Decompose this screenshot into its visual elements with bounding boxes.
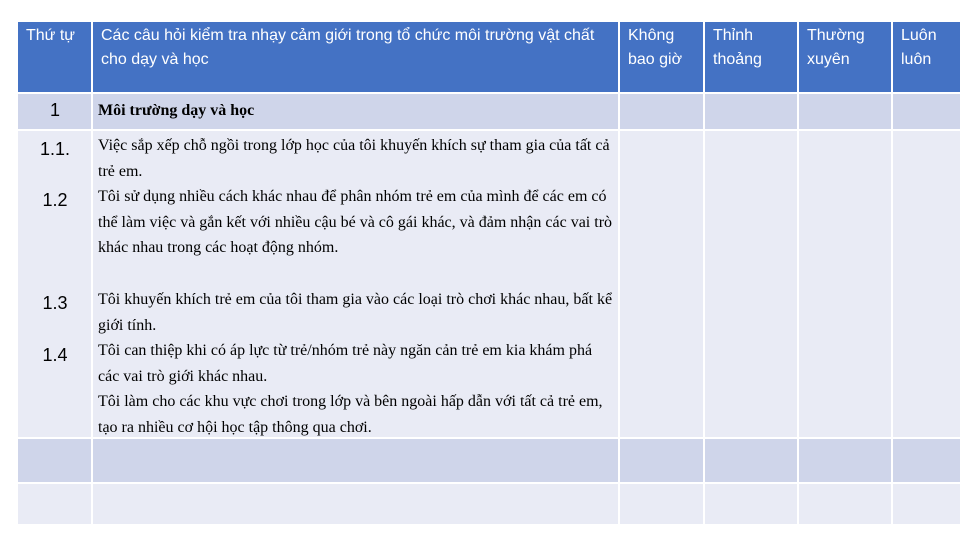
row1-col-often[interactable] xyxy=(799,94,891,129)
row3-col-sometimes[interactable] xyxy=(705,439,797,482)
row1-col-always[interactable] xyxy=(893,94,960,129)
row2-col-number xyxy=(18,131,91,437)
row2-col-never[interactable] xyxy=(620,131,703,437)
section-number: 1 xyxy=(49,100,60,120)
header-number: Thứ tự xyxy=(18,22,91,92)
question-text: Tôi làm cho các khu vực chơi trong lớp và bên ngoài hấp dẫn với tất cả trẻ em, tạo ra nhiều cơ hội học tập thông qua chơi. xyxy=(98,393,603,436)
header-often: Thường xuyên xyxy=(799,22,891,92)
row2-col-often[interactable] xyxy=(799,131,891,437)
row3-col-number xyxy=(18,439,91,482)
item-number: 1.1. xyxy=(39,139,71,159)
question-text: Tôi sử dụng nhiều cách khác nhau để phân nhóm trẻ em của mình để các em có thể làm việc và gắn kết với nhiều cậu bé và cô gái khác, và đảm nhận các vai trò khác nhau trong các hoạt động nhóm. xyxy=(98,188,613,256)
item-number: 1.3 xyxy=(42,293,68,313)
row1-col-never[interactable] xyxy=(620,94,703,129)
row4-col-question xyxy=(93,484,618,524)
header-sometimes: Thỉnh thoảng xyxy=(705,22,797,92)
question-text: Tôi khuyến khích trẻ em của tôi tham gia vào các loại trò chơi khác nhau, bất kể giới tính. xyxy=(98,291,613,334)
row4-col-sometimes[interactable] xyxy=(705,484,797,524)
row3-col-question xyxy=(93,439,618,482)
row4-col-never[interactable] xyxy=(620,484,703,524)
row4-col-always[interactable] xyxy=(893,484,960,524)
row3-col-never[interactable] xyxy=(620,439,703,482)
header-always: Luôn luôn xyxy=(893,22,960,92)
header-never: Không bao giờ xyxy=(620,22,703,92)
item-number: 1.2 xyxy=(42,190,68,210)
row4-col-number xyxy=(18,484,91,524)
row3-col-always[interactable] xyxy=(893,439,960,482)
item-number: 1.4 xyxy=(42,345,68,365)
row2-col-always[interactable] xyxy=(893,131,960,437)
question-text: Tôi can thiệp khi có áp lực từ trẻ/nhóm trẻ này ngăn cản trẻ em kia khám phá các vai trò giới khác nhau. xyxy=(98,342,593,385)
question-text: Việc sắp xếp chỗ ngồi trong lớp học của tôi khuyến khích sự tham gia của tất cả trẻ em. xyxy=(98,137,610,180)
section-title: Môi trường dạy và học xyxy=(98,102,255,119)
row4-col-often[interactable] xyxy=(799,484,891,524)
row2-col-sometimes[interactable] xyxy=(705,131,797,437)
row1-col-sometimes[interactable] xyxy=(705,94,797,129)
header-question: Các câu hỏi kiểm tra nhạy cảm giới trong tổ chức môi trường vật chất cho dạy và học xyxy=(93,22,618,92)
row3-col-often[interactable] xyxy=(799,439,891,482)
